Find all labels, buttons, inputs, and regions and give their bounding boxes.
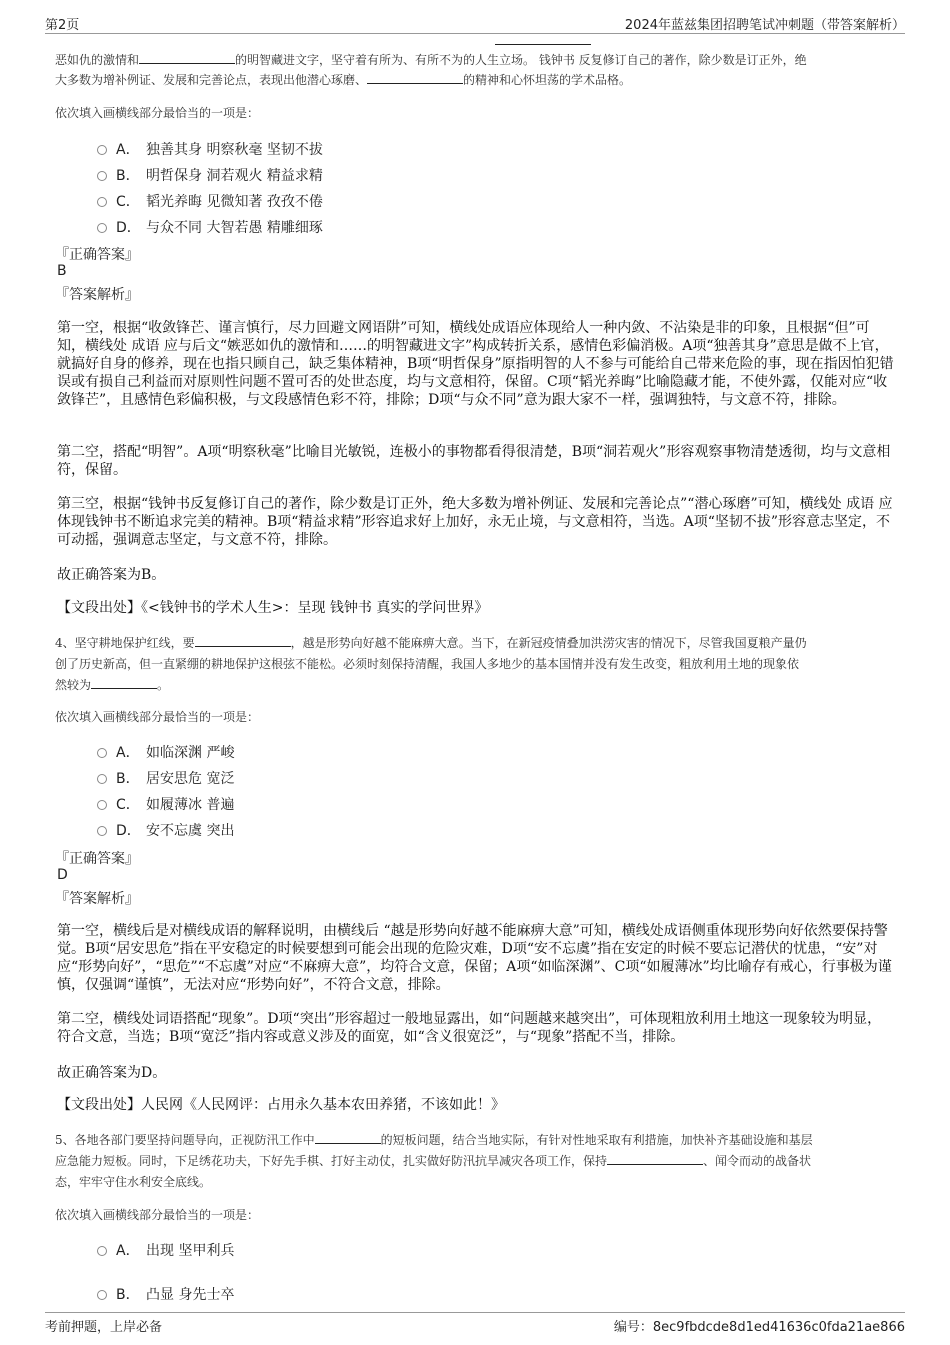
q5-stem-line-1: 5、各地各部门要坚持问题导向，正视防汛工作中 的短板问题，结合当地实际，有针对性地采取有利措施，加快补齐基础设施和基层: [55, 1130, 905, 1150]
radio-icon[interactable]: [97, 145, 107, 155]
q3-option-d[interactable]: D． 与众不同 大智若愚 精雕细琢: [97, 217, 323, 237]
q4-answer: D: [57, 867, 68, 883]
q4-option-b[interactable]: B． 居安思危 宽泛: [97, 768, 234, 788]
q3-stem-1b: 的明智藏进文字，坚守着有所为、有所不为的人生立场。 钱钟书 反复修订自己的著作，除少数是订正外，绝: [235, 53, 807, 67]
q4-source: 【文段出处】人民网《人民网评：占用永久基本农田养猪，不该如此！》: [57, 1097, 505, 1113]
q4-analysis-1: 第一空，横线后是对横线成语的解释说明，由横线后 “越是形势向好越不能麻痹大意”可知，横线处成语侧重体现形势向好依然要保持警觉。B项“居安思危”指在平安稳定的时候要想到可能会出现的危险灾难，D项“安不忘虞”指在安定的时候不要忘记潜伏的忧患，“安”对应“形势向好”，“思危”“不忘虞”对应“不麻痹大意”，均符合文意，保留；A项“如临深渊”、C项“如履薄冰”均比喻存有戒心，行事极为谨慎，仅强调“谨慎”，无法对应“形势向好”，不符合文意，排除。: [57, 923, 892, 993]
q3-conclusion: 故正确答案为B。: [57, 567, 166, 583]
q3-source: 【文段出处】《<钱钟书的学术人生>：呈现 钱钟书 真实的学问世界》: [57, 600, 489, 616]
q3-stem-2a: 大多数为增补例证、发展和完善论点，表现出他潜心琢磨、: [55, 73, 368, 87]
q4-stem-line-1: 4、坚守耕地保护红线，要 ，越是形势向好越不能麻痹大意。当下，在新冠疫情叠加洪涝灾害的情况下，尽管我国夏粮产量仍: [55, 633, 905, 653]
q4-stem-line-3: 然较为 。: [55, 675, 169, 695]
q3-option-a[interactable]: A． 独善其身 明察秋毫 坚韧不拔: [97, 139, 323, 159]
q5-blank-2: [607, 1151, 703, 1165]
q4-option-c[interactable]: C． 如履薄冰 普遍: [97, 794, 234, 814]
q4-analysis-label: 『答案解析』: [55, 891, 139, 907]
radio-icon[interactable]: [97, 171, 107, 181]
q3-stem-2b: 的精神和心怀坦荡的学术品格。: [463, 73, 632, 87]
q3-option-b[interactable]: B． 明哲保身 洞若观火 精益求精: [97, 165, 323, 185]
q5-option-b[interactable]: B． 凸显 身先士卒: [97, 1284, 234, 1304]
q3-top-blank: [495, 40, 591, 45]
q3-stem-1a: 恶如仇的激情和: [55, 53, 140, 67]
q4-conclusion: 故正确答案为D。: [57, 1065, 167, 1081]
radio-icon[interactable]: [97, 197, 107, 207]
radio-icon[interactable]: [97, 748, 107, 758]
radio-icon[interactable]: [97, 223, 107, 233]
document-code: 编号：8ec9fbdcde8d1ed41636c0fda21ae866: [613, 1320, 905, 1335]
q3-option-c[interactable]: C． 韬光养晦 见微知著 孜孜不倦: [97, 191, 323, 211]
q4-analysis-2: 第二空，横线处词语搭配“现象”。D项“突出”形容超过一般地显露出，如“问题越来越突出”，可体现粗放利用土地这一现象较为明显，符合文意，当选；B项“宽泛”指内容或意义涉及的面宽，如“含义很宽泛”，与“现象”搭配不当，排除。: [57, 1011, 882, 1045]
page-number: 第2页: [45, 18, 80, 33]
page-header: [45, 12, 905, 34]
q5-stem-line-3: 态，牢牢守住水利安全底线。: [55, 1175, 212, 1189]
footer-slogan: 考前押题，上岸必备: [45, 1320, 163, 1335]
radio-icon[interactable]: [97, 800, 107, 810]
q4-stem-line-2: 创了历史新高，但一直紧绷的耕地保护这根弦不能松。必须时刻保持清醒，我国人多地少的基本国情并没有发生改变，粗放利用土地的现象依: [55, 657, 800, 671]
q3-blank-3: [367, 70, 463, 84]
q3-stem-line-2: [55, 70, 905, 90]
q3-blank-1: [139, 50, 235, 64]
q3-analysis-label: 『答案解析』: [55, 287, 139, 303]
q4-blank-2: [91, 675, 157, 689]
q5-blank-1: [315, 1130, 381, 1144]
q4-answer-label: 『正确答案』: [55, 851, 139, 867]
q5-option-a[interactable]: A． 出现 坚甲利兵: [97, 1240, 234, 1260]
document-title: 2024年蓝兹集团招聘笔试冲刺题（带答案解析）: [624, 18, 905, 33]
page-footer: [45, 1312, 905, 1334]
q3-answer-label: 『正确答案』: [55, 247, 139, 263]
q5-prompt: 依次填入画横线部分最恰当的一项是：: [55, 1208, 260, 1222]
radio-icon[interactable]: [97, 1246, 107, 1256]
q3-prompt: 依次填入画横线部分最恰当的一项是：: [55, 106, 260, 120]
q4-option-a[interactable]: A． 如临深渊 严峻: [97, 742, 234, 762]
q3-stem-line-1: [55, 50, 905, 70]
q3-answer: B: [57, 263, 67, 279]
radio-icon[interactable]: [97, 1290, 107, 1300]
radio-icon[interactable]: [97, 826, 107, 836]
q4-option-d[interactable]: D． 安不忘虞 突出: [97, 820, 234, 840]
q3-analysis-3: 第三空，根据“钱钟书反复修订自己的著作，除少数是订正外，绝大多数为增补例证、发展和完善论点”“潜心琢磨”可知，横线处 成语 应体现钱钟书不断追求完美的精神。B项“精益求精”形容追求好上加好，永无止境，与文意相符，当选。A项“坚韧不拔”形容意志坚定，不可动摇，强调意志坚定，与文意不符，排除。: [57, 496, 893, 548]
q3-analysis-1: 第一空，根据“收敛锋芒、谨言慎行，尽力回避文网语阱”可知，横线处成语应体现给人一种内敛、不沾染是非的印象，且根据“但”可知，横线处 成语 应与后文“嫉恶如仇的激情和……的明智藏进文字”构成转折关系，感情色彩偏消极。A项“独善其身”意思是做不上官，就搞好自身的修养，现在也指只顾自己，缺乏集体精神，B项“明哲保身”原指明智的人不参与可能给自己带来危险的事，现在指因怕犯错误或有损自己利益而对原则性问题不置可否的处世态度，均与文意相符，保留。C项“韬光养晦”比喻隐藏才能，不使外露，仅能对应“收敛锋芒”，且感情色彩偏积极，与文段感情色彩不符，排除；D项“与众不同”意为跟大家不一样，强调独特，与文意不符，排除。: [57, 320, 894, 408]
q3-analysis-2: 第二空，搭配“明智”。A项“明察秋毫”比喻目光敏锐，连极小的事物都看得很清楚，B项“洞若观火”形容观察事物清楚透彻，均与文意相符，保留。: [57, 444, 891, 478]
q4-prompt: 依次填入画横线部分最恰当的一项是：: [55, 710, 260, 724]
radio-icon[interactable]: [97, 774, 107, 784]
q4-blank-1: [195, 633, 291, 647]
q5-stem-line-2: 应急能力短板。同时，下足绣花功夫，下好先手棋、打好主动仗，扎实做好防汛抗旱减灾各项工作，保持 、闻令而动的战备状: [55, 1151, 905, 1171]
